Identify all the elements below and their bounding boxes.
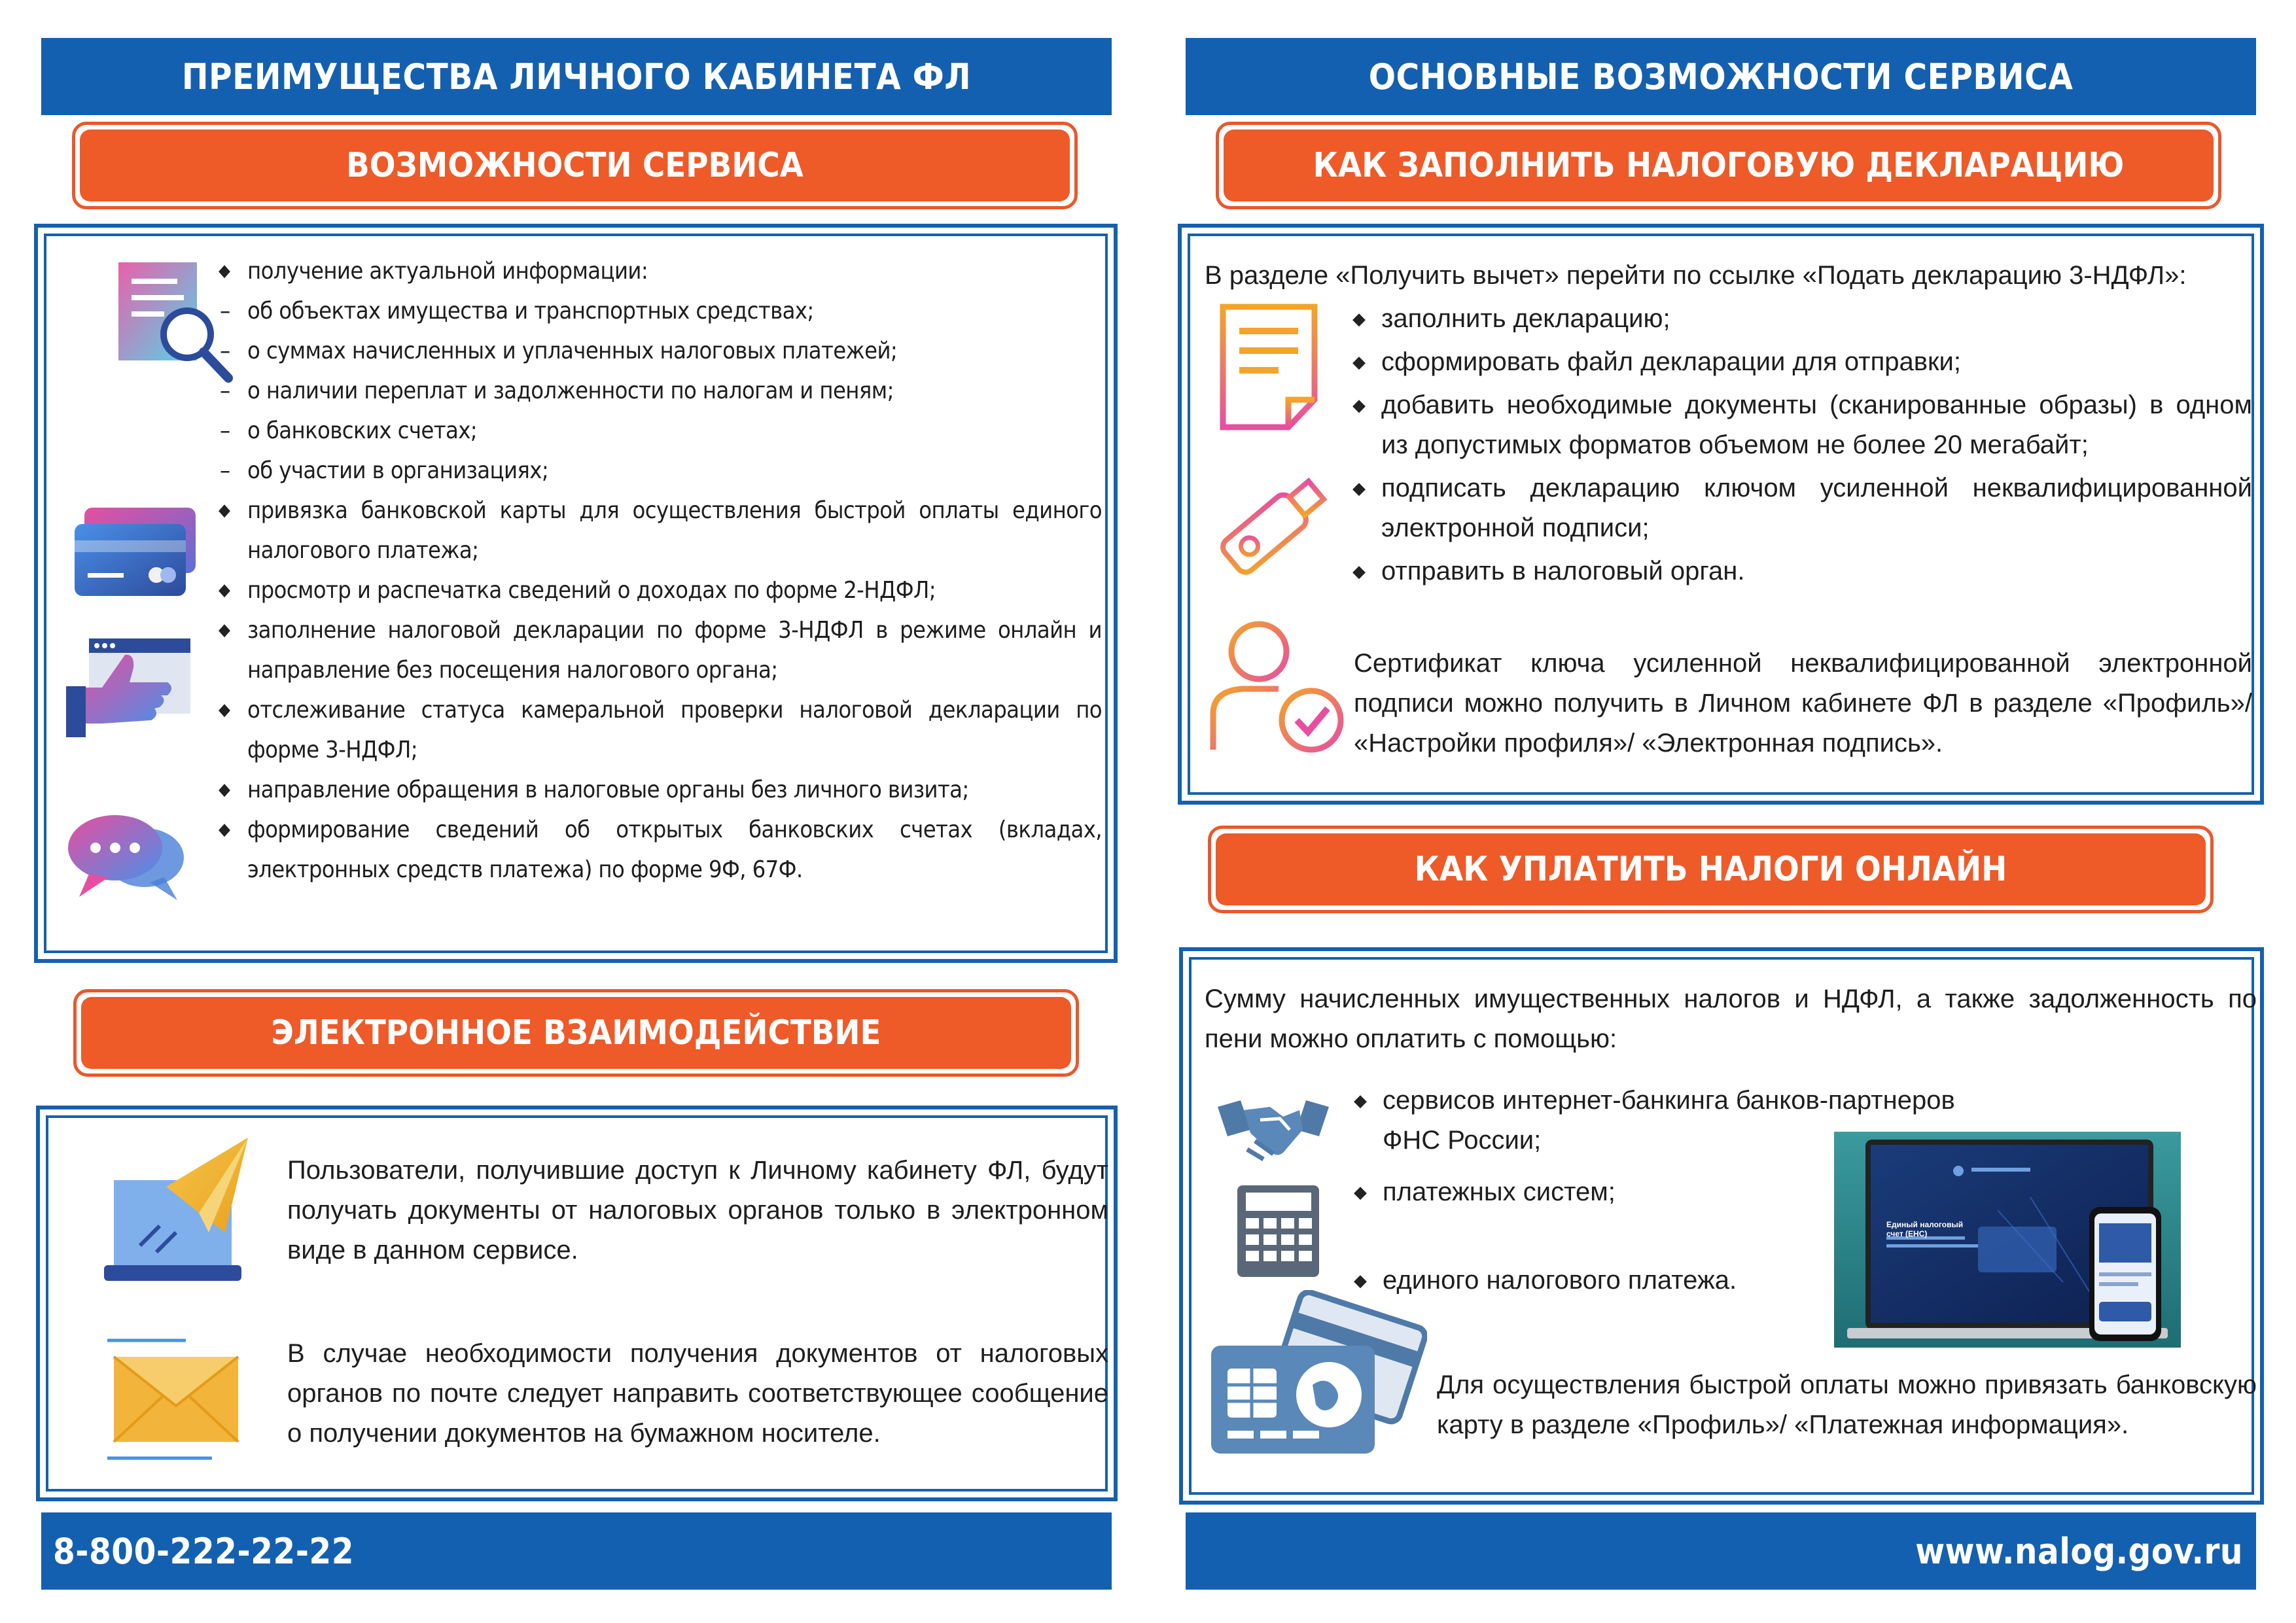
payment-box [1179,947,2264,1505]
section-title-electronic-interaction [73,989,1079,1077]
right-header-bar [1186,38,2256,115]
declaration-step: ◆ отправить в налоговый орган. [1352,551,2252,591]
section-title-text: ЭЛЕКТРОННОЕ ВЗАИМОДЕЙСТВИЕ [271,1013,881,1053]
certificate-paragraph: Сертификат ключа усиленной неквалифицированной электронной подписи можно получить в Личном кабинете ФЛ в разделе «Профиль»/ «Настройки профиля»/ «Электронная подпись». [1354,649,2252,758]
capability-item: – о наличии переплат и задолженности по налогам и пеням; [219,371,1102,411]
declaration-step: ◆ сформировать файл декларации для отправки; [1352,342,2252,382]
laptop-paper-plane-icon [101,1134,258,1291]
section-title-service-capabilities [72,122,1078,209]
document-icon [1216,302,1328,432]
payment-method-item: ◆ сервисов интернет-банкинга банков-партнеров ФНС России; [1354,1081,1975,1161]
capability-item: ◆ направление обращения в налоговые органы без личного визита; [219,770,1102,810]
bank-card-globe-icon [1205,1290,1427,1457]
website-link[interactable]: www.nalog.gov.ru [1915,1530,2243,1572]
chat-bubbles-icon [66,812,190,910]
declaration-step: ◆ добавить необходимые документы (сканированные образы) в одном из допустимых форматов объемом не более 20 мегабайт; [1352,385,2252,465]
calculator-icon [1234,1182,1326,1280]
capability-item: ◆ отслеживание статуса камеральной проверки налоговой декларации по форме 3-НДФЛ; [219,690,1102,770]
payment-intro: Сумму начисленных имущественных налогов и НДФЛ, а также задолженность по пени можно оплатить с помощью: [1205,985,2257,1053]
declaration-step: ◆ заполнить декларацию; [1352,299,2252,339]
capability-item: – о суммах начисленных и уплаченных налоговых платежей; [219,331,1102,371]
user-check-icon [1207,616,1351,759]
electronic-docs-paragraph: Пользователи, получившие доступ к Личному кабинету ФЛ, будут получать документы от налоговых органов только в электронном виде в данном сервисе. [287,1156,1108,1265]
capability-item: ◆ привязка банковской карты для осуществления быстрой оплаты единого налогового платежа; [219,491,1102,570]
capability-item: ◆ просмотр и распечатка сведений о доходах по форме 2-НДФЛ; [219,570,1102,610]
card-binding-paragraph: Для осуществления быстрой оплаты можно привязать банковскую карту в разделе «Профиль»/ «Платежная информация». [1437,1370,2257,1439]
section-title-fill-declaration [1216,122,2221,209]
capability-item: ◆ заполнение налоговой декларации по форме 3-НДФЛ в режиме онлайн и направление без посещения налогового органа; [219,610,1102,690]
paper-docs-paragraph: В случае необходимости получения документов от налоговых органов по почте следует направить соответствующее сообщение о получении документов на бумажном носителе. [287,1339,1108,1448]
capability-item: – о банковских счетах; [219,411,1102,451]
capability-item: ◆ получение актуальной информации: [219,251,1102,291]
usb-key-icon [1207,462,1337,593]
capability-item: ◆ формирование сведений об открытых банковских счетах (вкладах, электронных средств платежа) по форме 9Ф, 67Ф. [219,810,1102,890]
left-footer-bar [41,1512,1112,1590]
declaration-step: ◆ подписать декларацию ключом усиленной неквалифицированной электронной подписи; [1352,468,2252,548]
thumbs-up-icon [63,635,194,746]
capabilities-list [219,251,1102,890]
ens-service-screenshot [1834,1132,2181,1348]
left-header-title: ПРЕИМУЩЕСТВА ЛИЧНОГО КАБИНЕТА ФЛ [181,56,972,97]
envelope-icon [101,1331,251,1468]
handshake-icon [1214,1081,1332,1172]
bank-cards-icon [71,504,202,602]
capabilities-box [34,224,1118,963]
capability-item: – об объектах имущества и транспортных средствах; [219,291,1102,331]
section-title-text: КАК УПЛАТИТЬ НАЛОГИ ОНЛАЙН [1414,850,2007,889]
declaration-intro: В разделе «Получить вычет» перейти по ссылке «Подать декларацию 3-НДФЛ»: [1205,261,2187,290]
left-header-bar [41,38,1112,115]
declaration-box [1178,224,2264,805]
capability-item: – об участии в организациях; [219,451,1102,491]
payment-method-item: ◆ единого налогового платежа. [1354,1261,1975,1300]
right-header-title: ОСНОВНЫЕ ВОЗМОЖНОСТИ СЕРВИСА [1368,56,2074,97]
ens-screen-title: Единый налоговый счет (ЕНС) [1886,1220,1964,1238]
payment-method-item: ◆ платежных систем; [1354,1172,1975,1212]
section-title-pay-taxes-online [1208,826,2214,913]
section-title-text: ВОЗМОЖНОСТИ СЕРВИСА [346,146,804,185]
phone-number[interactable]: 8-800-222-22-22 [53,1530,355,1572]
right-footer-bar [1186,1512,2256,1590]
declaration-steps-list [1352,299,2252,591]
electronic-interaction-box [36,1106,1118,1501]
section-title-text: КАК ЗАПОЛНИТЬ НАЛОГОВУЮ ДЕКЛАРАЦИЮ [1313,146,2125,185]
